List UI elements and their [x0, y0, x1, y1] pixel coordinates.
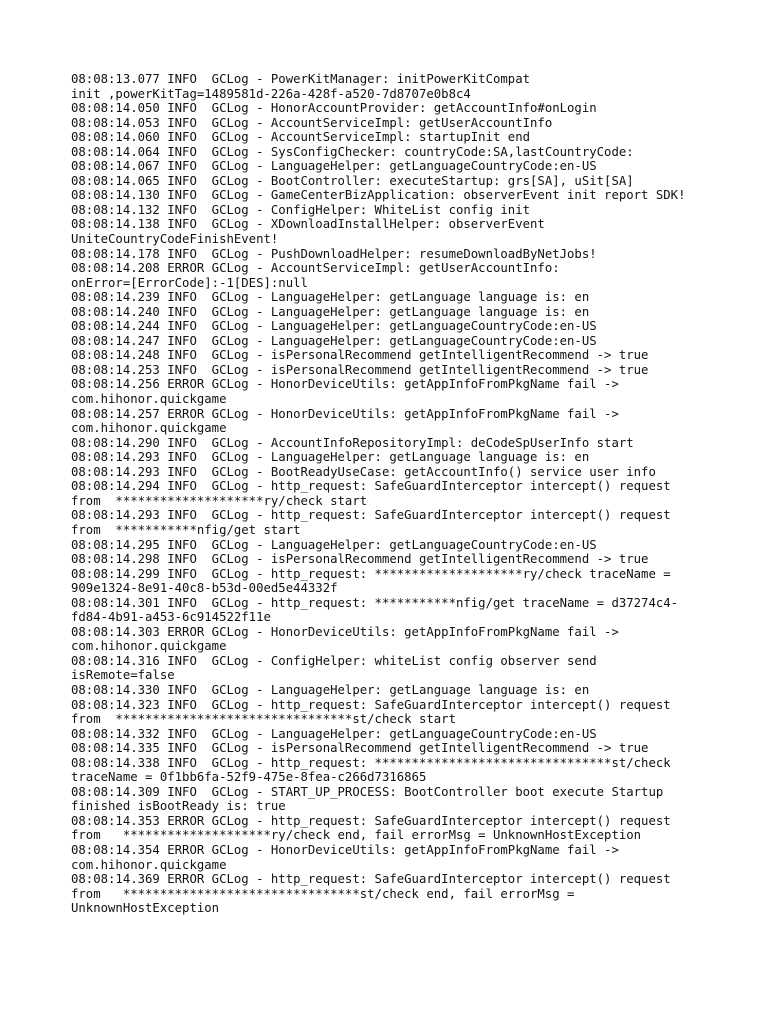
- log-line: 08:08:14.299 INFO GCLog - http_request: ********************ry/check traceName =: [71, 566, 671, 581]
- log-line: traceName = 0f1bb6fa-52f9-475e-8fea-c266d7316865: [71, 770, 427, 785]
- log-line: 08:08:14.240 INFO GCLog - LanguageHelper: getLanguage language is: en: [71, 304, 590, 319]
- log-line: com.hihonor.quickgame: [71, 421, 227, 436]
- log-line: 08:08:14.293 INFO GCLog - http_request: SafeGuardInterceptor intercept() request: [71, 508, 671, 523]
- log-line: 08:08:14.303 ERROR GCLog - HonorDeviceUtils: getAppInfoFromPkgName fail ->: [71, 624, 619, 639]
- log-line: 08:08:14.293 INFO GCLog - BootReadyUseCase: getAccountInfo() service user info: [71, 464, 656, 479]
- log-line: 08:08:14.309 INFO GCLog - START_UP_PROCESS: BootController boot execute Startup: [71, 784, 664, 799]
- log-line: 909e1324-8e91-40c8-b53d-00ed5e44332f: [71, 581, 338, 596]
- log-line: 08:08:14.330 INFO GCLog - LanguageHelper: getLanguage language is: en: [71, 682, 590, 697]
- log-line: 08:08:13.077 INFO GCLog - PowerKitManager: initPowerKitCompat: [71, 72, 531, 86]
- log-line: 08:08:14.354 ERROR GCLog - HonorDeviceUtils: getAppInfoFromPkgName fail ->: [71, 842, 619, 857]
- log-line: UniteCountryCodeFinishEvent!: [71, 232, 279, 247]
- log-line: 08:08:14.239 INFO GCLog - LanguageHelper: getLanguage language is: en: [71, 290, 590, 305]
- log-line: from ********************************st/check start: [71, 712, 456, 727]
- log-line: 08:08:14.253 INFO GCLog - isPersonalRecommend getIntelligentRecommend -> true: [71, 362, 649, 377]
- log-line: 08:08:14.064 INFO GCLog - SysConfigChecker: countryCode:SA,lastCountryCode:: [71, 144, 634, 159]
- log-line: 08:08:14.338 INFO GCLog - http_request: ********************************st/check: [71, 755, 671, 770]
- log-line: 08:08:14.294 INFO GCLog - http_request: SafeGuardInterceptor intercept() request: [71, 479, 671, 494]
- log-line: 08:08:14.060 INFO GCLog - AccountServiceImpl: startupInit end: [71, 130, 531, 145]
- log-line: 08:08:14.050 INFO GCLog - HonorAccountProvider: getAccountInfo#onLogin: [71, 101, 597, 116]
- log-line: isRemote=false: [71, 668, 175, 683]
- log-line: 08:08:14.301 INFO GCLog - http_request: ***********nfig/get traceName = d37274c4-: [71, 595, 679, 610]
- log-line: 08:08:14.257 ERROR GCLog - HonorDeviceUtils: getAppInfoFromPkgName fail ->: [71, 406, 619, 421]
- log-line: 08:08:14.138 INFO GCLog - XDownloadInstallHelper: observerEvent: [71, 217, 545, 232]
- log-line: 08:08:14.316 INFO GCLog - ConfigHelper: whiteList config observer send: [71, 653, 597, 668]
- log-line: 08:08:14.290 INFO GCLog - AccountInfoRepositoryImpl: deCodeSpUserInfo start: [71, 435, 634, 450]
- log-line: 08:08:14.248 INFO GCLog - isPersonalRecommend getIntelligentRecommend -> true: [71, 348, 649, 363]
- log-line: com.hihonor.quickgame: [71, 857, 227, 872]
- log-line: 08:08:14.247 INFO GCLog - LanguageHelper: getLanguageCountryCode:en-US: [71, 333, 597, 348]
- log-line: UnknownHostException: [71, 901, 220, 916]
- log-line: 08:08:14.067 INFO GCLog - LanguageHelper: getLanguageCountryCode:en-US: [71, 159, 597, 174]
- log-line: finished isBootReady is: true: [71, 799, 286, 814]
- log-line: 08:08:14.295 INFO GCLog - LanguageHelper: getLanguageCountryCode:en-US: [71, 537, 597, 552]
- log-line: from ********************ry/check end, fail errorMsg = UnknownHostException: [71, 828, 642, 843]
- log-document: [71, 72, 761, 916]
- log-line: init ,powerKitTag=1489581d-226a-428f-a520-7d8707e0b8c4: [71, 86, 471, 101]
- log-line: 08:08:14.053 INFO GCLog - AccountServiceImpl: getUserAccountInfo: [71, 115, 553, 130]
- log-line: 08:08:14.298 INFO GCLog - isPersonalRecommend getIntelligentRecommend -> true: [71, 552, 649, 567]
- log-line: from ***********nfig/get start: [71, 522, 301, 537]
- log-line: from ********************************st/check end, fail errorMsg =: [71, 886, 575, 901]
- log-line: 08:08:14.244 INFO GCLog - LanguageHelper: getLanguageCountryCode:en-US: [71, 319, 597, 334]
- log-line: 08:08:14.332 INFO GCLog - LanguageHelper: getLanguageCountryCode:en-US: [71, 726, 597, 741]
- log-line: 08:08:14.130 INFO GCLog - GameCenterBizApplication: observerEvent init report SDK!: [71, 188, 686, 203]
- log-line: 08:08:14.369 ERROR GCLog - http_request: SafeGuardInterceptor intercept() request: [71, 872, 671, 887]
- log-line: fd84-4b91-a453-6c914522f11e: [71, 610, 271, 625]
- log-line: 08:08:14.353 ERROR GCLog - http_request: SafeGuardInterceptor intercept() request: [71, 813, 671, 828]
- log-line: 08:08:14.132 INFO GCLog - ConfigHelper: WhiteList config init: [71, 202, 531, 217]
- log-line: com.hihonor.quickgame: [71, 639, 227, 654]
- log-line: 08:08:14.178 INFO GCLog - PushDownloadHelper: resumeDownloadByNetJobs!: [71, 246, 597, 261]
- log-line: 08:08:14.293 INFO GCLog - LanguageHelper: getLanguage language is: en: [71, 450, 590, 465]
- log-line: 08:08:14.065 INFO GCLog - BootController: executeStartup: grs[SA], uSit[SA]: [71, 173, 634, 188]
- log-line: from ********************ry/check start: [71, 493, 368, 508]
- log-line: onError=[ErrorCode]:-1[DES]:null: [71, 275, 308, 290]
- log-line: 08:08:14.256 ERROR GCLog - HonorDeviceUtils: getAppInfoFromPkgName fail ->: [71, 377, 619, 392]
- log-line: com.hihonor.quickgame: [71, 392, 227, 407]
- log-line: 08:08:14.323 INFO GCLog - http_request: SafeGuardInterceptor intercept() request: [71, 697, 671, 712]
- log-line: 08:08:14.208 ERROR GCLog - AccountServiceImpl: getUserAccountInfo:: [71, 261, 560, 276]
- log-line: 08:08:14.335 INFO GCLog - isPersonalRecommend getIntelligentRecommend -> true: [71, 741, 649, 756]
